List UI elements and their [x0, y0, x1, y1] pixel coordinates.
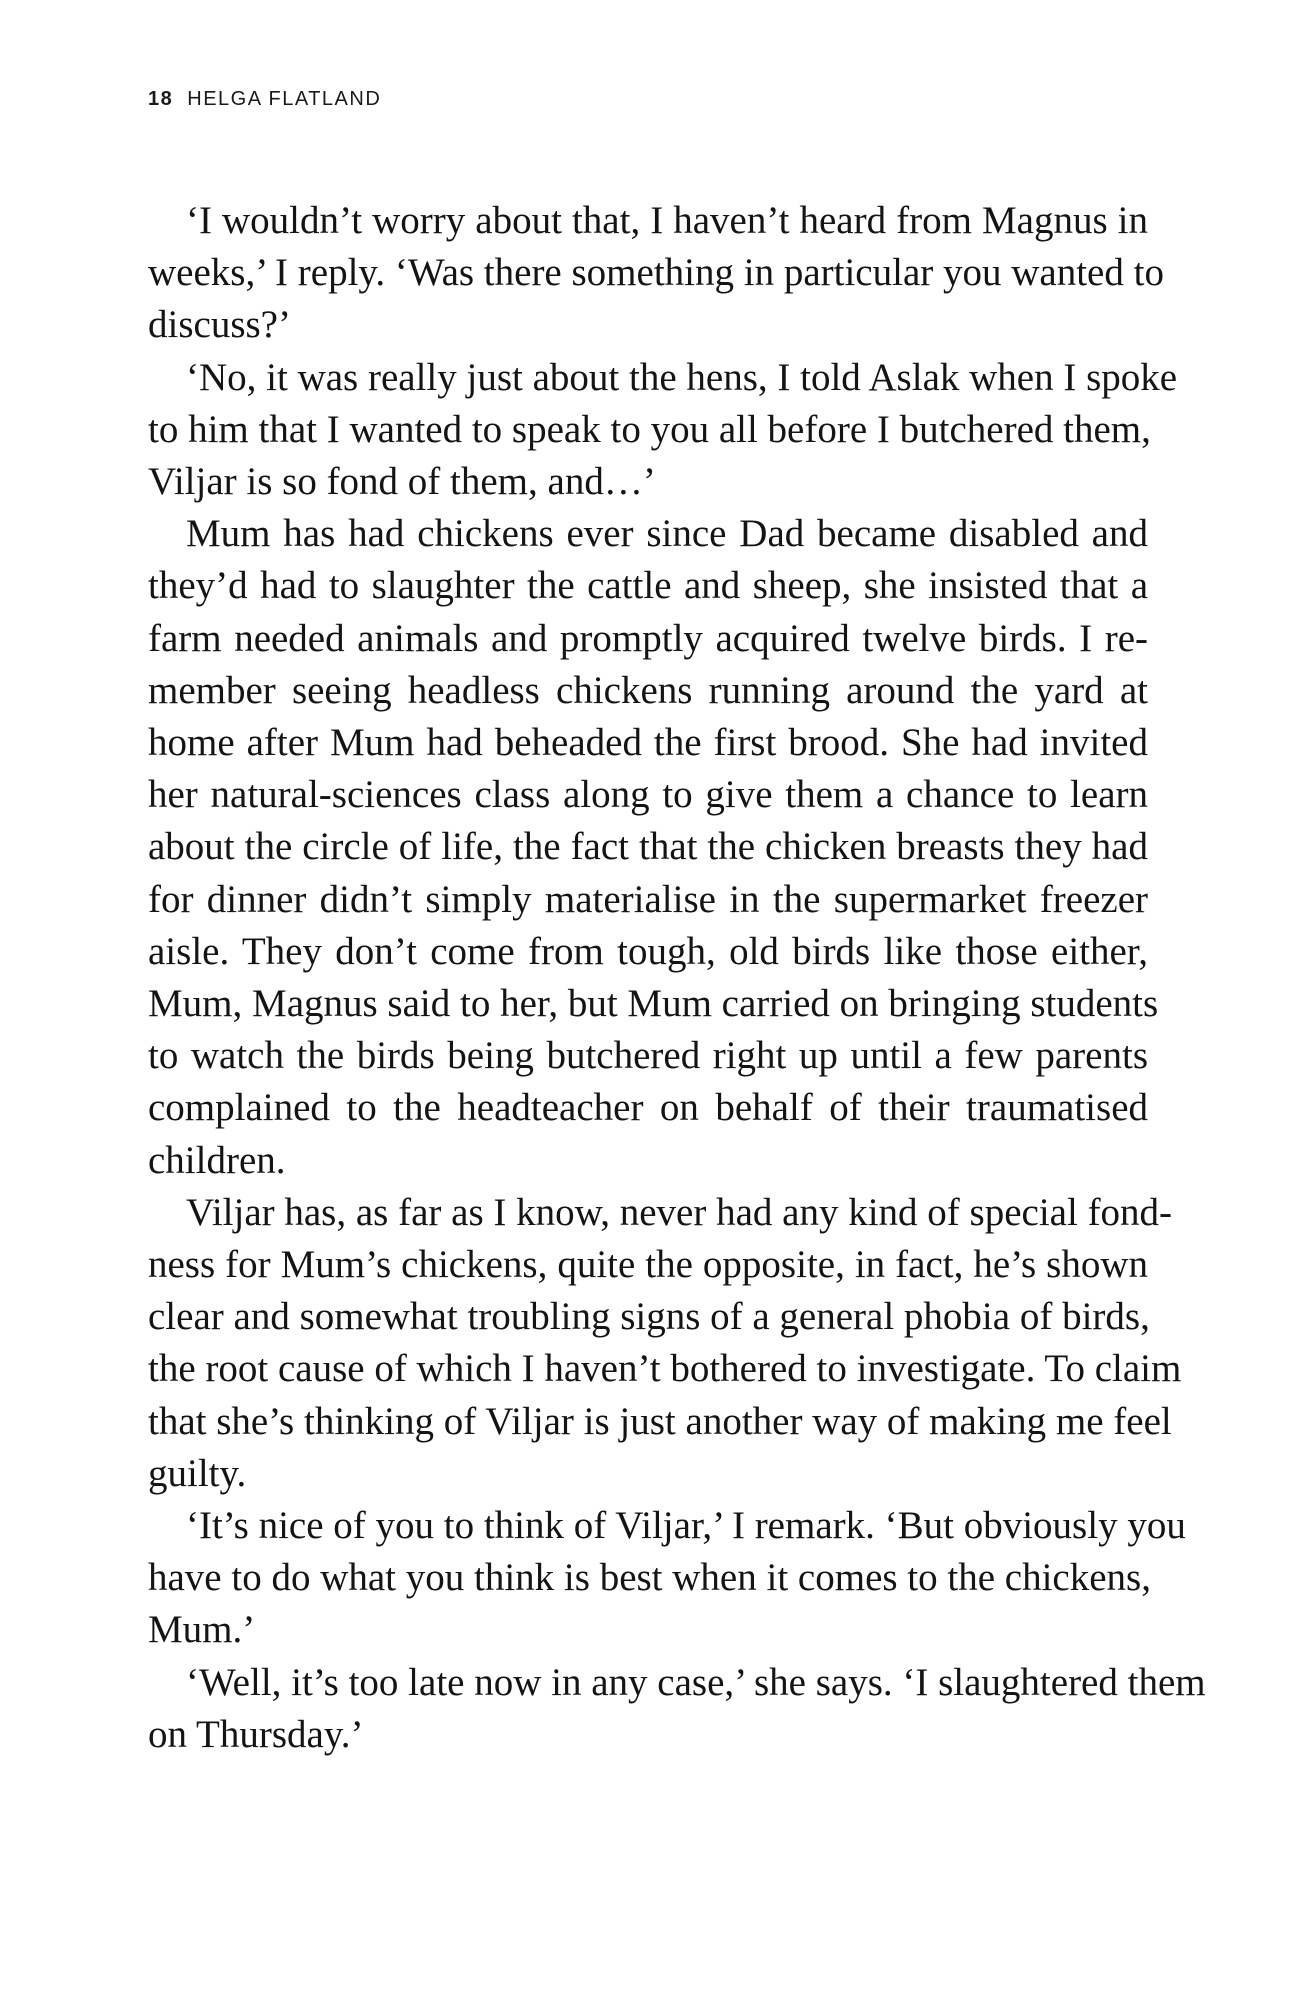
text-line: discuss?’	[148, 303, 291, 347]
text-line: to him that I wanted to speak to you all before I butchered them,	[148, 407, 1151, 451]
text-line: that she’s thinking of Viljar is just another way of making me feel	[148, 1399, 1172, 1443]
text-line: ‘I wouldn’t worry about that, I haven’t heard from Magnus in	[186, 199, 1148, 242]
text-line: aisle. They don’t come from tough, old birds like those either,	[148, 929, 1148, 973]
text-line: home after Mum had beheaded the first brood. She had invited	[148, 721, 1148, 765]
author-name: HELGA FLATLAND	[187, 88, 382, 110]
text-line: clear and somewhat troubling signs of a general phobia of birds,	[148, 1295, 1150, 1339]
text-line: Viljar is so fond of them, and…’	[148, 460, 656, 504]
text-line: ‘It’s nice of you to think of Viljar,’ I remark. ‘But obviously you	[186, 1504, 1186, 1548]
text-line: for dinner didn’t simply materialise in the supermarket freezer	[148, 877, 1148, 921]
text-line: children.	[148, 1138, 286, 1182]
paragraph	[148, 352, 1178, 509]
text-line: weeks,’ I reply. ‘Was there something in particular you wanted to	[148, 251, 1164, 295]
running-head	[148, 88, 381, 111]
text-line: complained to the headteacher on behalf of their traumatised	[148, 1086, 1148, 1130]
text-line: about the circle of life, the fact that the chicken breasts they had	[148, 825, 1148, 869]
text-line: Mum.’	[148, 1608, 256, 1652]
text-line: on Thursday.’	[148, 1712, 364, 1756]
paragraph	[148, 1500, 1186, 1657]
text-line: to watch the birds being butchered right up until a few parents	[148, 1034, 1148, 1078]
page-number: 18	[148, 88, 174, 110]
text-line: ‘No, it was really just about the hens, I told Aslak when I spoke	[186, 355, 1178, 399]
text-line: have to do what you think is best when it comes to the chickens,	[148, 1556, 1151, 1600]
text-line: her natural-sciences class along to give them a chance to learn	[148, 773, 1148, 817]
text-line: ness for Mum’s chickens, quite the opposite, in fact, he’s shown	[148, 1243, 1148, 1287]
text-line: Mum has had chickens ever since Dad became disabled and	[186, 512, 1148, 556]
paragraph	[148, 508, 1159, 1187]
text-line: the root cause of which I haven’t bothered to investigate. To claim	[148, 1347, 1182, 1391]
text-line: Viljar has, as far as I know, never had any kind of special fond-	[186, 1190, 1173, 1234]
text-line: they’d had to slaughter the cattle and sheep, she insisted that a	[148, 564, 1148, 608]
text-line: Mum, Magnus said to her, but Mum carried on bringing students	[148, 982, 1159, 1026]
text-line: guilty.	[148, 1451, 247, 1495]
paragraph	[148, 1657, 1206, 1761]
paragraph	[148, 195, 1164, 352]
text-line: ‘Well, it’s too late now in any case,’ she says. ‘I slaughtered them	[186, 1660, 1206, 1704]
body-text	[148, 195, 1206, 1761]
text-line: member seeing headless chickens running around the yard at	[148, 668, 1148, 712]
paragraph	[148, 1187, 1182, 1500]
text-line: farm needed animals and promptly acquired twelve birds. I re-	[148, 616, 1148, 660]
